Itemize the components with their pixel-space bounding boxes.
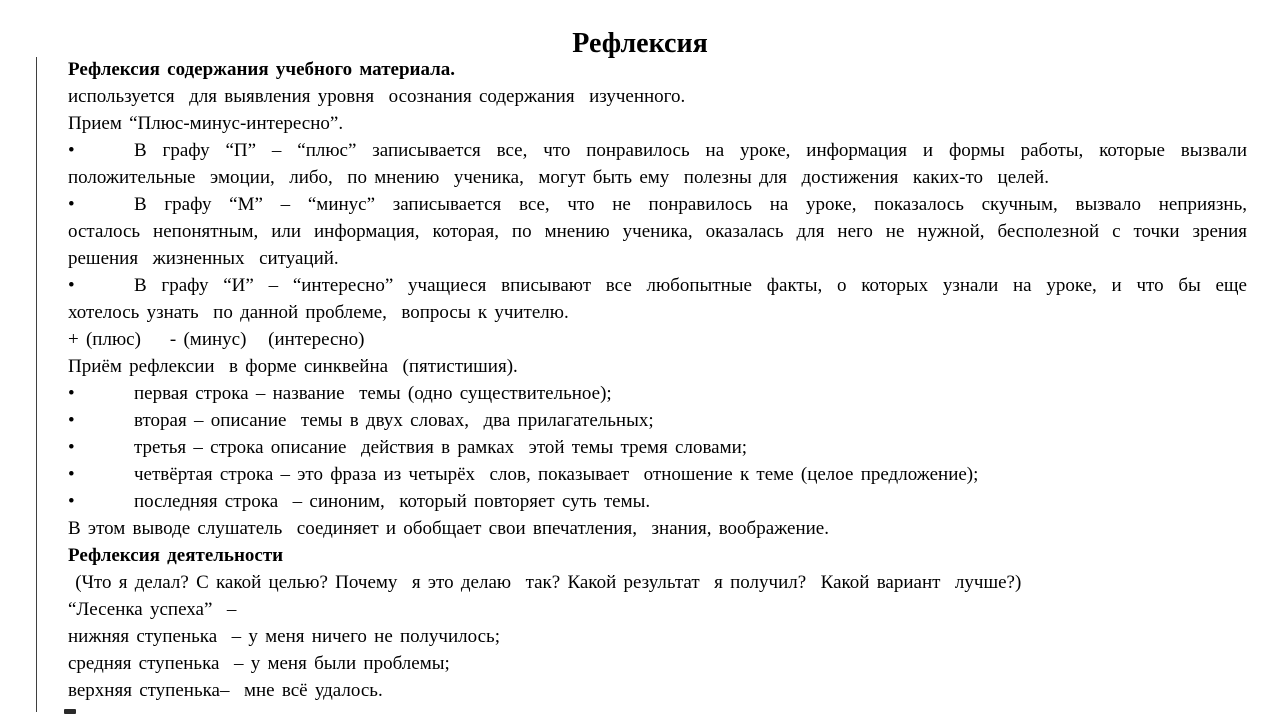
bullet-text: третья – строка описание действия в рамках этой темы тремя словами; — [134, 437, 748, 458]
text-line — [68, 191, 1247, 218]
document-body — [68, 56, 1247, 704]
text-line — [68, 137, 1247, 164]
text-line: используется для выявления уровня осознания содержания изученного. — [68, 86, 686, 107]
text-line — [68, 272, 1247, 299]
bullet-text: четвёртая строка – это фраза из четырёх слов, показывает отношение к теме (целое предложение); — [134, 464, 979, 485]
bullet-text: первая строка – название темы (одно существительное); — [134, 383, 612, 404]
page-title: Рефлексия — [572, 27, 708, 59]
text-line: хотелось узнать по данной проблеме, вопросы к учителю. — [68, 302, 569, 323]
text-line: положительные эмоции, либо, по мнению ученика, могут быть ему полезны для достижения каких-то целей. — [68, 167, 1049, 188]
cutoff-text-artifact — [64, 709, 76, 714]
bullet-icon: • — [68, 464, 75, 485]
text-line: В этом выводе слушатель соединяет и обобщает свои впечатления, знания, воображение. — [68, 518, 829, 539]
bullet-text: В графу “П” – “плюс” записывается все, что понравилось на уроке, информация и формы работы, которые вызвали — [134, 140, 1247, 161]
text-line: Приём рефлексии в форме синквейна (пятистишия). — [68, 356, 518, 377]
bullet-text: В графу “М” – “минус” записывается все, что не понравилось на уроке, показалось скучным, вызвало неприязнь, — [134, 194, 1247, 215]
text-line — [68, 434, 1247, 461]
bullet-icon: • — [68, 410, 75, 431]
bullet-text: последняя строка – синоним, который повторяет суть темы. — [134, 491, 651, 512]
bullet-icon: • — [68, 275, 75, 296]
text-line: + (плюс) - (минус) (интересно) — [68, 329, 365, 350]
bullet-text: вторая – описание темы в двух словах, два прилагательных; — [134, 410, 654, 431]
text-line: решения жизненных ситуаций. — [68, 248, 339, 269]
text-line: (Что я делал? С какой целью? Почему я это делаю так? Какой результат я получил? Какой вариант лучше?) — [68, 572, 1022, 593]
text-line — [68, 380, 1247, 407]
section-heading: Рефлексия деятельности — [68, 545, 284, 566]
bullet-icon: • — [68, 383, 75, 404]
left-margin-rule — [36, 57, 37, 712]
text-line: Прием “Плюс-минус-интересно”. — [68, 113, 344, 134]
text-line — [68, 461, 1247, 488]
section-heading: Рефлексия содержания учебного материала. — [68, 59, 456, 80]
text-line: “Лесенка успеха” – — [68, 599, 237, 620]
text-line: средняя ступенька – у меня были проблемы; — [68, 653, 450, 674]
bullet-text: В графу “И” – “интересно” учащиеся вписывают все любопытные факты, о которых узнали на уроке, и что бы еще — [134, 275, 1247, 296]
text-line — [68, 488, 1247, 515]
bullet-icon: • — [68, 491, 75, 512]
text-line: верхняя ступенька– мне всё удалось. — [68, 680, 383, 701]
text-line: осталось непонятным, или информация, которая, по мнению ученика, оказалась для него не нужной, бесполезной с точки зрения — [68, 221, 1247, 242]
bullet-icon: • — [68, 194, 75, 215]
bullet-icon: • — [68, 140, 75, 161]
text-line: нижняя ступенька – у меня ничего не получилось; — [68, 626, 500, 647]
text-line — [68, 407, 1247, 434]
bullet-icon: • — [68, 437, 75, 458]
